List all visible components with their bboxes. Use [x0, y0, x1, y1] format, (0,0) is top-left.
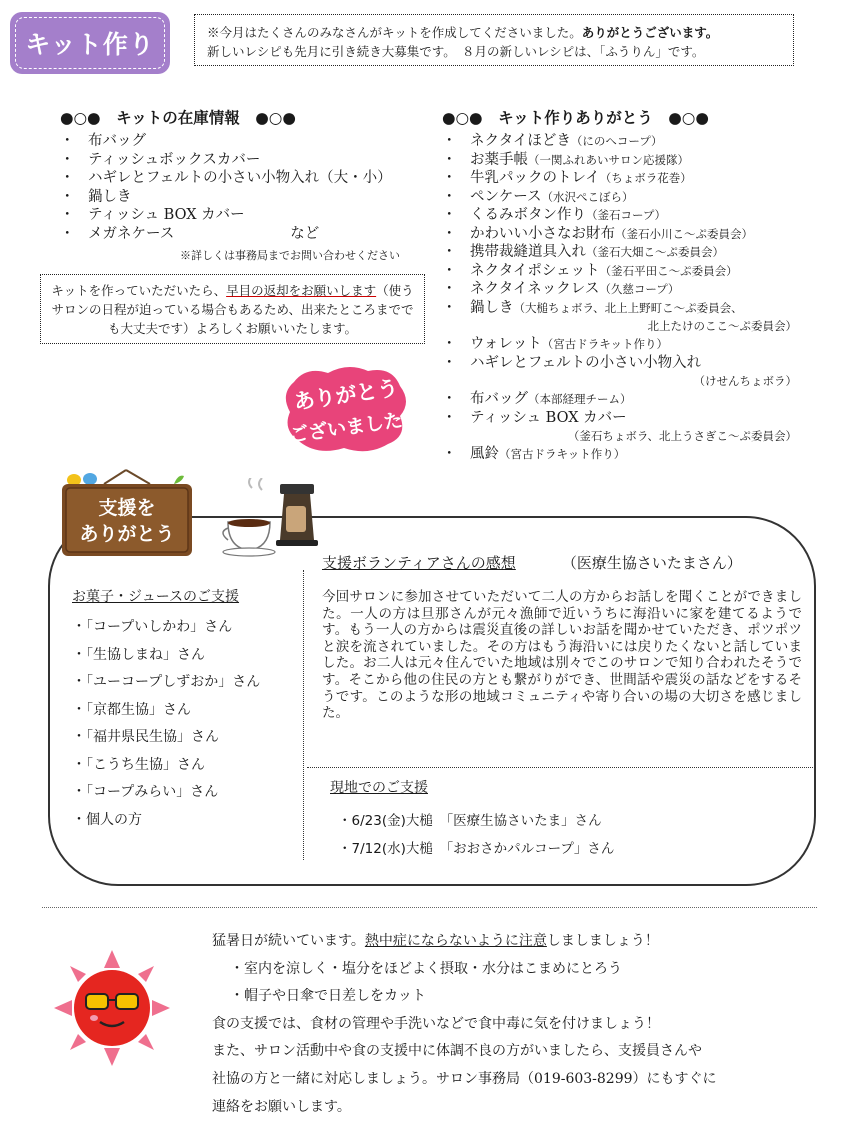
list-item	[442, 169, 847, 188]
list-item: ・個人の方	[72, 811, 142, 828]
thanks-item-name: ネクタイポシェット	[470, 262, 600, 279]
thanks-item-name: 布バッグ	[470, 391, 528, 407]
thanks-list	[442, 132, 847, 464]
list-item: ・「京都生協」さん	[72, 701, 191, 718]
inventory-heading: ●○● キットの在庫情報 ●○●	[60, 109, 296, 127]
volunteer-by: （医療生協さいたまさん）	[561, 554, 742, 572]
list-item: ・「生協しまね」さん	[72, 646, 205, 663]
thanks-item-name: ティッシュ BOX カバー	[470, 409, 627, 426]
list-item: ・「福井県民生協」さん	[72, 729, 219, 745]
thanks-item-by: （宮古ドラキット作り）	[499, 447, 626, 461]
list-item	[442, 262, 847, 281]
return-lead: キットを作っていただいたら、	[51, 283, 227, 298]
thanks-item-by: （釜石大畑こ～ぷ委員会）	[586, 245, 724, 259]
heat-line1c: しましましょう！	[546, 933, 659, 949]
list-item	[442, 243, 847, 262]
thanks-item-name: かわいい小さなお財布	[470, 225, 615, 242]
thanks-item-name: 風鈴	[470, 446, 499, 462]
list-item	[442, 225, 847, 244]
sweets-heading: お菓子・ジュースのご支援	[72, 589, 240, 605]
onsite-support-section	[330, 777, 790, 863]
thanks-item-name: 携帯裁縫道具入れ	[470, 244, 586, 260]
thanks-item-by-line2: 北上たけのここ～ぷ委員会）	[647, 319, 797, 333]
thanks-item-name: ウォレット	[470, 336, 542, 352]
onsite-heading: 現地でのご支援	[330, 780, 428, 796]
return-rest: （使うサロンの日程が迫っている場合もあるため、出来たところまででも大丈夫です）よろしくお願いいたします。	[51, 283, 414, 336]
notice-line1a: ※今月はたくさんのみなさんがキットを作成してくださいました。	[207, 25, 582, 40]
list-item: ・ ティッシュ BOX カバー	[60, 206, 430, 225]
thanks-item-by-line2: （釜石ちょボラ、北上うさぎこ～ぷ委員会）	[567, 429, 797, 443]
sweets-list	[72, 614, 297, 834]
list-item: ・7/12(水)大槌 「おおさかパルコープ」さん	[338, 841, 615, 857]
sign-line2: ありがとう	[79, 523, 175, 545]
return-emphasis: 早目の返却をお願いします	[226, 283, 377, 298]
thanks-item-by: （釜石平田こ～ぷ委員会）	[599, 263, 738, 278]
inventory-list	[60, 132, 430, 243]
list-item	[442, 390, 847, 409]
thanks-item-by: （久慈コープ）	[599, 282, 680, 296]
sign-line1: 支援を	[98, 497, 156, 519]
coffee-icon	[214, 478, 329, 558]
list-item: ・ ティッシュボックスカバー	[60, 151, 430, 170]
list-item	[442, 445, 847, 464]
thanks-section	[442, 106, 847, 464]
heat-line1b: 熱中症にならないように注意	[364, 933, 547, 949]
list-item	[442, 132, 847, 151]
thanks-item-name: ネクタイネックレス	[470, 281, 600, 297]
horizontal-divider	[307, 767, 815, 768]
heat-line3: ・帽子や日傘で日差しをカット	[230, 988, 426, 1005]
thanks-item-name: ネクタイほどき	[470, 133, 571, 149]
return-request-box	[40, 274, 425, 344]
thanks-item-by: （水沢ぺこぼら）	[541, 189, 634, 204]
volunteer-heading: 支援ボランティアさんの感想	[322, 554, 516, 572]
volunteer-body: 今回サロンに参加させていただいて二人の方からお話しを聞くことができました。一人の方は旦那さんが元々漁師で近いうちに海沿いに家を建てるようです。もう一人の方からは震災直後の詳しいお話を聞かせていただき、ポツポツと涙を流されていました。その方はもう海沿いには戻りたくないと話していました。お二人は元々住んでいた地域は別々でこのサロンで知り合われたそうです。そこから他の住民の方とも繋がりができ、世間話や震災の話などをするそうです。このような形の地域コミュニティや寄り合いの場の大切さを感じました。	[322, 589, 802, 722]
list-item	[442, 206, 847, 225]
list-item	[442, 188, 847, 207]
list-item: ・「コープみらい」さん	[72, 784, 219, 800]
onsite-list	[330, 807, 790, 863]
thanks-item-by: （にのへコープ）	[570, 134, 663, 148]
wooden-sign-icon	[56, 466, 198, 566]
thank-you-stamp-icon	[282, 364, 412, 454]
sweets-support-section	[72, 586, 297, 834]
volunteer-comment-section	[322, 552, 802, 722]
list-item: ・「ユーコープしずおか」さん	[72, 674, 261, 690]
inventory-section	[60, 106, 430, 263]
badge-title: キット作り	[15, 17, 165, 69]
thanks-item-by: （釜石コープ）	[586, 208, 667, 222]
list-item: ・「こうち生協」さん	[72, 756, 205, 773]
list-item	[442, 409, 847, 446]
vertical-divider	[303, 570, 304, 860]
sun-with-sunglasses-icon	[52, 948, 172, 1068]
thanks-heading: ●○● キット作りありがとう ●○●	[442, 109, 709, 127]
list-item: ・ メガネケース など	[60, 225, 430, 244]
thanks-item-name: 牛乳パックのトレイ	[470, 170, 600, 186]
heat-line2: ・室内を涼しく・塩分をほどよく摂取・水分はこまめにとろう	[230, 960, 622, 977]
stamp-line1: ありがとう	[292, 375, 400, 415]
thanks-item-by: （本部経理チーム）	[528, 392, 632, 406]
heatstroke-notice	[212, 928, 832, 1121]
list-item	[442, 299, 847, 336]
thanks-item-by: （釜石小川こ～ぷ委員会）	[615, 226, 753, 241]
section-divider	[42, 907, 817, 908]
notice-line1b: ありがとうございます。	[581, 25, 719, 40]
list-item: ・ ハギレとフェルトの小さい小物入れ（大・小）	[60, 169, 430, 188]
kit-making-badge	[10, 12, 170, 74]
inventory-note: ※詳しくは事務局までお問い合わせください	[180, 249, 400, 262]
heat-line5: また、サロン活動中や食の支援中に体調不良の方がいましたら、支援員さんや	[212, 1043, 702, 1060]
list-item	[442, 354, 847, 391]
thanks-item-name: ハギレとフェルトの小さい小物入れ	[470, 354, 702, 371]
list-item	[442, 280, 847, 299]
thanks-item-by: （大槌ちょボラ、北上上野町こ～ぷ委員会、	[513, 300, 743, 315]
list-item: ・ 布バッグ	[60, 132, 430, 151]
heat-line7: 連絡をお願いします。	[212, 1098, 351, 1115]
list-item: ・6/23(金)大槌 「医療生協さいたま」さん	[338, 813, 602, 829]
notice-line2: 新しいレシピも先月に引き続き大募集です。 ８月の新しいレシピは、「ふうりん」です。	[207, 44, 705, 59]
thanks-item-by: （一関ふれあいサロン応援隊）	[528, 152, 689, 167]
heat-line4: 食の支援では、食材の管理や手洗いなどで食中毒に気を付けましょう！	[212, 1015, 660, 1032]
thanks-item-by: （ちょボラ花巻）	[599, 171, 692, 185]
heat-line1a: 猛暑日が続いています。	[212, 933, 365, 949]
thanks-item-by-line2: （けせんちょボラ）	[693, 374, 797, 388]
list-item: ・「コープいしかわ」さん	[72, 619, 233, 635]
list-item	[442, 335, 847, 354]
stamp-line2: ございました	[288, 409, 405, 447]
thanks-item-name: くるみボタン作り	[470, 207, 586, 223]
thanks-item-by: （宮古ドラキット作り）	[541, 337, 669, 351]
thanks-item-name: ペンケース	[470, 188, 542, 205]
list-item: ・ 鍋しき	[60, 188, 430, 207]
heat-line6: 社協の方と一緒に対応しましょう。サロン事務局（019-603-8299）にもすぐに	[212, 1070, 717, 1087]
thanks-item-name: お薬手帳	[470, 151, 528, 168]
list-item	[442, 151, 847, 170]
thanks-item-name: 鍋しき	[470, 299, 514, 316]
notice-box	[194, 14, 794, 66]
